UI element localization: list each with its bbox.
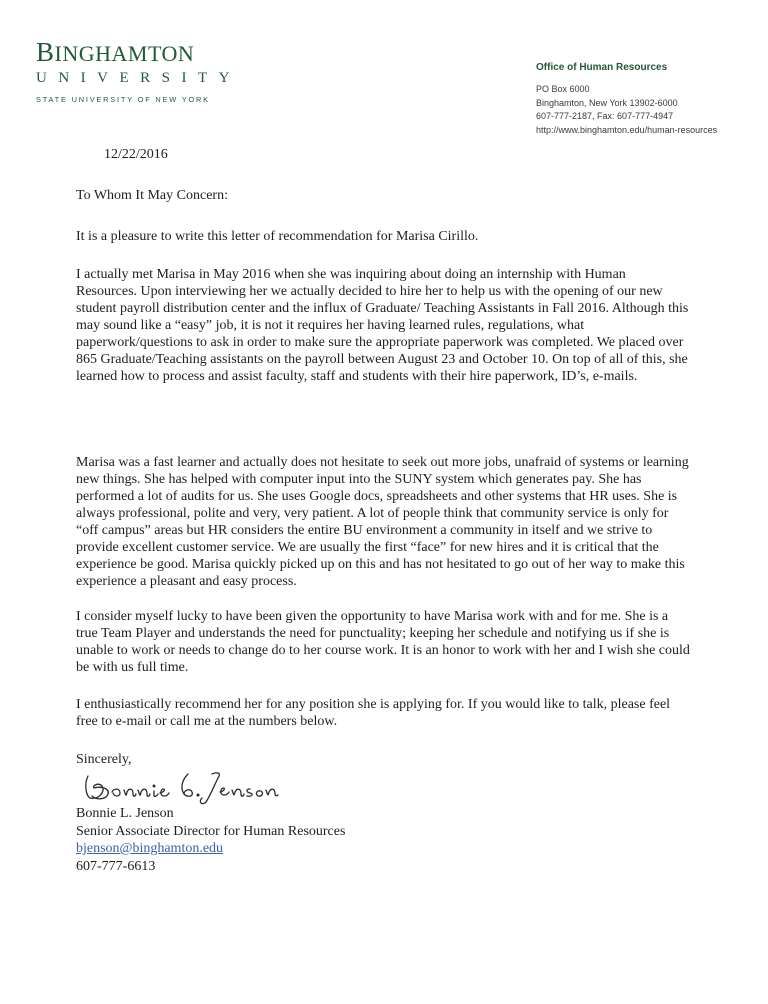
logo-tagline: STATE UNIVERSITY OF NEW YORK <box>36 95 210 104</box>
signer-name: Bonnie L. Jenson <box>76 806 174 821</box>
office-title: Office of Human Resources <box>536 62 668 73</box>
signature-block <box>76 805 345 875</box>
closing: Sincerely, <box>76 752 132 767</box>
logo-subtitle: UNIVERSITY <box>36 70 241 86</box>
university-logo <box>36 38 241 104</box>
signer-phone: 607-777-6613 <box>76 858 156 874</box>
address-line-phone: 607-777-2187, Fax: 607-777-4947 <box>536 111 674 121</box>
salutation: To Whom It May Concern: <box>76 188 228 203</box>
paragraph-recommendation: I enthusiastically recommend her for any position she is applying for. If you would like to talk, please feel free to e-mail or call me at the numbers below. <box>76 697 671 729</box>
signer-title: Senior Associate Director for Human Resources <box>76 823 346 839</box>
signer-email-link[interactable]: bjenson@binghamton.edu <box>76 841 224 856</box>
logo-name-initial: B <box>36 37 55 67</box>
paragraph-intro: It is a pleasure to write this letter of recommendation for Marisa Cirillo. <box>76 229 479 244</box>
handwritten-signature <box>80 766 280 806</box>
paragraph-skills: Marisa was a fast learner and actually does not hesitate to seek out more jobs, unafraid of systems or learning new things. She has helped with computer input into the SUNY system which generates pay. She has performed a lot of audits for us. She uses Google docs, spreadsheets and other systems that HR uses. She is always professional, polite and very, very patient. A lot of people think that community service is only for “off campus” areas but HR considers the entire BU environment a community in itself and we strive to provide excellent customer service. We are usually the first “face” for new hires and it is critical that the experience be good. Marisa quickly picked up on this and has not hesitated to go out of her way to make this experience a pleasant and easy process. <box>76 455 689 589</box>
address-line-website: http://www.binghamton.edu/human-resources <box>536 124 718 135</box>
address-line-po-box: PO Box 6000 <box>536 84 590 94</box>
logo-name <box>36 38 241 68</box>
paragraph-internship: I actually met Marisa in May 2016 when she was inquiring about doing an internship with Human Resources. Upon interviewing her we actually decided to hire her to help us with the opening of our new student payroll distribution center and the influx of Graduate/ Teaching Assistants in Fall 2016. Although this may sound like a “easy” job, it is not it requires her having learned rules, regulations, what paperwork/questions to ask in order to make sure the appropriate paperwork was completed. We placed over 865 Graduate/Teaching assistants on the payroll between August 23 and October 10. On top of all of this, she learned how to process and assist faculty, staff and students with their hire paperwork, ID’s, e-mails. <box>76 267 689 384</box>
office-contact-block <box>536 62 717 137</box>
letter-date: 12/22/2016 <box>104 147 168 162</box>
logo-name-rest: INGHAMTON <box>54 41 195 66</box>
paragraph-teamwork: I consider myself lucky to have been given the opportunity to have Marisa work with and for me. She is a true Team Player and understands the need for punctuality; keeping her schedule and notifying us if she is unable to work or needs to change do to her course work. It is an honor to work with her and I wish she could be with us full time. <box>76 609 690 675</box>
address-line-city: Binghamton, New York 13902-6000 <box>536 97 678 108</box>
